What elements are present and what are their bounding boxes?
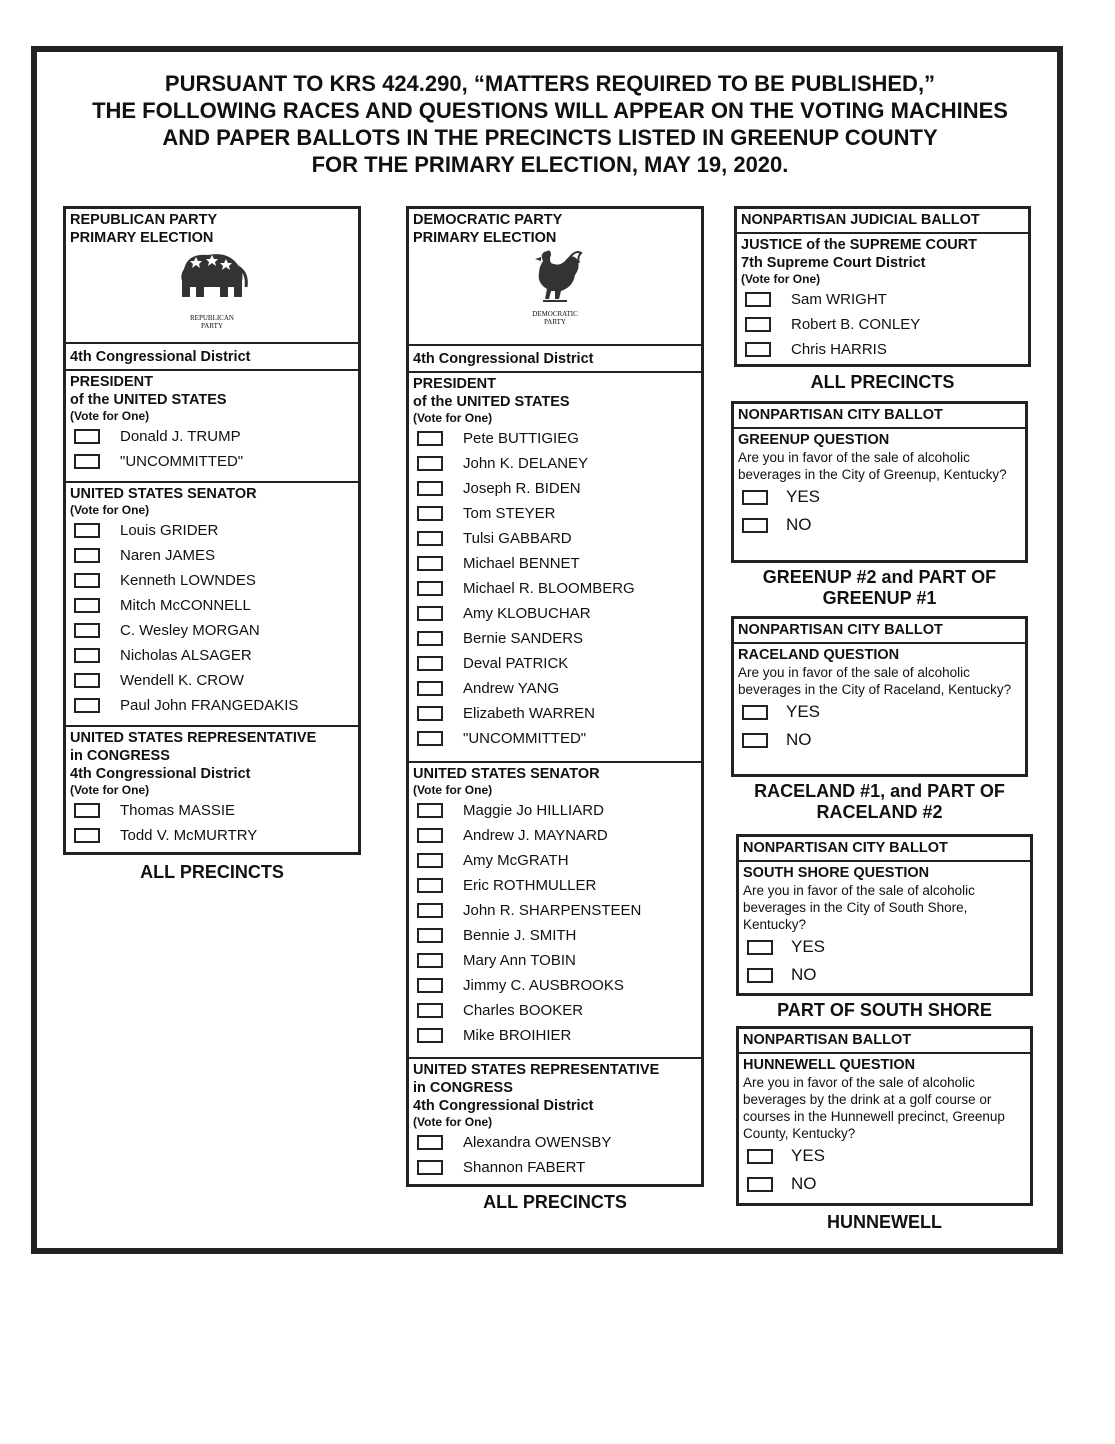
republican-ballot [63, 206, 361, 855]
race-title: PRESIDENT [70, 374, 153, 390]
yes-option[interactable] [743, 1142, 1026, 1170]
democratic-title: DEMOCRATIC PARTY [413, 212, 563, 228]
question-text: Are you in favor of the sale of alcoholic beverages by the drink at a golf course or courses in the Hunnewell precinct, Greenup County, Kentucky? [743, 1075, 1005, 1141]
democratic-president-race [409, 373, 701, 763]
hunnewell-footer: HUNNEWELL [827, 1212, 942, 1232]
candidate-list [70, 424, 354, 474]
no-label: NO [786, 730, 812, 749]
yes-label: YES [786, 487, 821, 506]
candidate-name: Amy KLOBUCHAR [463, 605, 591, 622]
candidate-option[interactable] [413, 998, 697, 1023]
candidate-name: Todd V. McMURTRY [120, 827, 258, 844]
candidate-checkbox[interactable] [417, 706, 443, 721]
candidate-option[interactable] [70, 618, 354, 643]
yes-option[interactable] [738, 698, 1021, 726]
candidate-name: Jimmy C. AUSBROOKS [463, 977, 624, 994]
candidate-checkbox[interactable] [417, 928, 443, 943]
candidate-name: Amy McGRATH [463, 852, 569, 869]
yes-checkbox[interactable] [742, 705, 768, 720]
candidate-checkbox[interactable] [417, 1003, 443, 1018]
candidate-name: Mitch McCONNELL [120, 597, 251, 614]
candidate-name: John K. DELANEY [463, 455, 589, 472]
candidate-option[interactable] [413, 601, 697, 626]
democratic-header [409, 209, 701, 346]
republican-title: REPUBLICAN PARTY [70, 212, 218, 228]
candidate-checkbox[interactable] [417, 631, 443, 646]
candidate-checkbox[interactable] [417, 481, 443, 496]
candidate-name: Thomas MASSIE [120, 802, 236, 819]
question-text: Are you in favor of the sale of alcoholic beverages in the City of Greenup, Kentucky? [738, 450, 1007, 482]
elephant-icon [172, 247, 252, 309]
candidate-name: C. Wesley MORGAN [120, 622, 260, 639]
republican-president-race [66, 371, 358, 483]
republican-footer: ALL PRECINCTS [140, 862, 284, 882]
candidate-name: Andrew YANG [463, 680, 560, 697]
candidate-name: Deval PATRICK [463, 655, 569, 672]
vote-instruction: (Vote for One) [413, 411, 493, 425]
candidate-option[interactable] [70, 798, 354, 823]
vote-instruction: (Vote for One) [70, 783, 150, 797]
hunnewell-title: NONPARTISAN BALLOT [739, 1029, 1030, 1054]
candidate-option[interactable] [70, 518, 354, 543]
yes-checkbox[interactable] [747, 1149, 773, 1164]
candidate-option[interactable] [741, 337, 1024, 362]
candidate-option[interactable] [413, 798, 697, 823]
judicial-ballot [734, 206, 1031, 367]
candidate-option[interactable] [70, 568, 354, 593]
candidate-list [413, 426, 697, 751]
candidate-name: Chris HARRIS [791, 341, 887, 358]
candidate-option[interactable] [413, 923, 697, 948]
footer-line-2: RACELAND #2 [816, 802, 943, 822]
republican-header [66, 209, 358, 344]
question-title: HUNNEWELL QUESTION [743, 1057, 916, 1073]
democratic-logo-caption-2: PARTY [544, 318, 566, 326]
no-checkbox[interactable] [742, 518, 768, 533]
race-subtitle: in CONGRESS [70, 748, 170, 764]
candidate-option[interactable] [70, 593, 354, 618]
yes-checkbox[interactable] [742, 490, 768, 505]
candidate-option[interactable] [413, 651, 697, 676]
candidate-checkbox[interactable] [417, 903, 443, 918]
greenup-ballot [731, 401, 1028, 563]
southshore-question-section [739, 862, 1030, 991]
candidate-name: John R. SHARPENSTEEN [463, 902, 642, 919]
no-checkbox[interactable] [747, 968, 773, 983]
republican-senator-race [66, 483, 358, 727]
vote-instruction: (Vote for One) [741, 272, 821, 286]
candidate-option[interactable] [413, 1023, 697, 1048]
candidate-checkbox[interactable] [417, 803, 443, 818]
yes-checkbox[interactable] [747, 940, 773, 955]
race-district: 4th Congressional District [70, 766, 251, 782]
candidate-option[interactable] [70, 449, 354, 474]
no-checkbox[interactable] [742, 733, 768, 748]
yes-option[interactable] [743, 933, 1026, 961]
candidate-option[interactable] [70, 643, 354, 668]
candidate-checkbox[interactable] [417, 731, 443, 746]
race-subtitle: 7th Supreme Court District [741, 255, 926, 271]
judicial-footer: ALL PRECINCTS [810, 372, 955, 392]
yes-label: YES [791, 1146, 826, 1165]
candidate-name: Donald J. TRUMP [120, 428, 241, 445]
candidate-checkbox[interactable] [745, 292, 771, 307]
footer-line-1: GREENUP #2 and PART OF [762, 567, 997, 587]
candidate-option[interactable] [413, 1130, 697, 1155]
candidate-name: Maggie Jo HILLIARD [463, 802, 604, 819]
header-line-3: AND PAPER BALLOTS IN THE PRECINCTS LISTED IN GREENUP COUNTY [162, 125, 938, 150]
candidate-list [413, 1130, 697, 1180]
republican-logo [70, 247, 354, 339]
candidate-checkbox[interactable] [417, 828, 443, 843]
candidate-checkbox[interactable] [417, 681, 443, 696]
candidate-checkbox[interactable] [417, 978, 443, 993]
candidate-name: Elizabeth WARREN [463, 705, 595, 722]
democratic-subtitle: PRIMARY ELECTION [413, 230, 557, 246]
race-title: UNITED STATES REPRESENTATIVE [413, 1062, 660, 1078]
candidate-option[interactable] [70, 424, 354, 449]
yes-label: YES [786, 702, 821, 721]
footer-line-1: RACELAND #1, and PART OF [754, 781, 1005, 801]
yes-label: YES [791, 937, 826, 956]
candidate-checkbox[interactable] [74, 573, 100, 588]
question-title: RACELAND QUESTION [738, 647, 900, 663]
candidate-name: Tom STEYER [463, 505, 556, 522]
candidate-checkbox[interactable] [417, 656, 443, 671]
candidate-option[interactable] [413, 848, 697, 873]
candidate-name: Michael R. BLOOMBERG [463, 580, 635, 597]
candidate-name: Shannon FABERT [463, 1159, 586, 1176]
candidate-option[interactable] [70, 693, 354, 718]
candidate-checkbox[interactable] [74, 454, 100, 469]
candidate-checkbox[interactable] [417, 1135, 443, 1150]
candidate-checkbox[interactable] [74, 828, 100, 843]
greenup-title: NONPARTISAN CITY BALLOT [734, 404, 1025, 429]
candidate-name: Joseph R. BIDEN [463, 480, 581, 497]
footer-line-2: GREENUP #1 [822, 588, 937, 608]
candidate-option[interactable] [70, 543, 354, 568]
candidate-option[interactable] [413, 576, 697, 601]
candidate-checkbox[interactable] [417, 953, 443, 968]
candidate-checkbox[interactable] [417, 531, 443, 546]
candidate-list [741, 287, 1024, 362]
vote-instruction: (Vote for One) [70, 409, 150, 423]
no-option[interactable] [738, 511, 1021, 539]
question-title: GREENUP QUESTION [738, 432, 890, 448]
candidate-option[interactable] [413, 726, 697, 751]
rooster-icon [525, 247, 585, 305]
notice-header [40, 70, 1060, 178]
republican-representative-race [66, 727, 358, 850]
question-text: Are you in favor of the sale of alcoholic beverages in the City of South Shore, Kentucky? [743, 883, 975, 932]
candidate-checkbox[interactable] [74, 548, 100, 563]
raceland-ballot [731, 616, 1028, 777]
vote-instruction: (Vote for One) [413, 783, 493, 797]
candidate-checkbox[interactable] [417, 1160, 443, 1175]
candidate-list [413, 798, 697, 1048]
candidate-option[interactable] [413, 823, 697, 848]
no-option[interactable] [743, 961, 1026, 989]
question-title: SOUTH SHORE QUESTION [743, 865, 930, 881]
democratic-ballot [406, 206, 704, 1187]
candidate-name: Bennie J. SMITH [463, 927, 577, 944]
candidate-name: Michael BENNET [463, 555, 580, 572]
greenup-question-section [734, 429, 1025, 541]
democratic-representative-race [409, 1059, 701, 1182]
raceland-title: NONPARTISAN CITY BALLOT [734, 619, 1025, 644]
candidate-option[interactable] [413, 701, 697, 726]
hunnewell-ballot [736, 1026, 1033, 1206]
candidate-name: Kenneth LOWNDES [120, 572, 256, 589]
race-subtitle: of the UNITED STATES [70, 392, 227, 408]
candidate-checkbox[interactable] [74, 648, 100, 663]
candidate-name: Eric ROTHMULLER [463, 877, 597, 894]
candidate-option[interactable] [413, 676, 697, 701]
southshore-ballot [736, 834, 1033, 996]
vote-instruction: (Vote for One) [70, 503, 150, 517]
header-line-4: FOR THE PRIMARY ELECTION, MAY 19, 2020. [311, 152, 789, 177]
republican-logo-caption-2: PARTY [201, 322, 223, 330]
candidate-checkbox[interactable] [417, 878, 443, 893]
candidate-checkbox[interactable] [417, 456, 443, 471]
candidate-checkbox[interactable] [74, 623, 100, 638]
republican-subtitle: PRIMARY ELECTION [70, 230, 214, 246]
greenup-footer [731, 567, 1028, 609]
race-title: UNITED STATES SENATOR [70, 486, 257, 502]
no-label: NO [786, 515, 812, 534]
candidate-option[interactable] [413, 626, 697, 651]
candidate-name: Bernie SANDERS [463, 630, 584, 647]
democratic-logo-caption: DEMOCRATIC [532, 310, 578, 318]
candidate-list [70, 518, 354, 718]
candidate-checkbox[interactable] [417, 853, 443, 868]
candidate-name: Nicholas ALSAGER [120, 647, 252, 664]
no-label: NO [791, 1174, 817, 1193]
race-subtitle: in CONGRESS [413, 1080, 513, 1096]
race-title: UNITED STATES SENATOR [413, 766, 600, 782]
candidate-option[interactable] [413, 426, 697, 451]
candidate-checkbox[interactable] [745, 317, 771, 332]
candidate-name: Robert B. CONLEY [791, 316, 921, 333]
no-option[interactable] [738, 726, 1021, 754]
candidate-option[interactable] [70, 668, 354, 693]
southshore-footer: PART OF SOUTH SHORE [777, 1000, 992, 1020]
candidate-checkbox[interactable] [417, 506, 443, 521]
candidate-checkbox[interactable] [74, 598, 100, 613]
candidate-option[interactable] [413, 1155, 697, 1180]
candidate-name: Alexandra OWENSBY [463, 1134, 612, 1151]
candidate-checkbox[interactable] [74, 673, 100, 688]
democratic-district: 4th Congressional District [409, 346, 701, 373]
race-title: JUSTICE of the SUPREME COURT [741, 237, 978, 253]
candidate-checkbox[interactable] [74, 523, 100, 538]
candidate-checkbox[interactable] [417, 581, 443, 596]
candidate-option[interactable] [413, 526, 697, 551]
candidate-name: Sam WRIGHT [791, 291, 887, 308]
candidate-name: Louis GRIDER [120, 522, 219, 539]
candidate-option[interactable] [413, 551, 697, 576]
candidate-name: "UNCOMMITTED" [120, 453, 244, 470]
raceland-question-section [734, 644, 1025, 756]
no-option[interactable] [743, 1170, 1026, 1198]
candidate-option[interactable] [413, 898, 697, 923]
candidate-checkbox[interactable] [74, 429, 100, 444]
candidate-name: Tulsi GABBARD [463, 530, 572, 547]
header-line-1: PURSUANT TO KRS 424.290, “MATTERS REQUIRED TO BE PUBLISHED,” [164, 71, 936, 96]
judicial-race [737, 234, 1028, 364]
candidate-option[interactable] [741, 287, 1024, 312]
candidate-name: Andrew J. MAYNARD [463, 827, 608, 844]
candidate-option[interactable] [70, 823, 354, 848]
candidate-checkbox[interactable] [417, 556, 443, 571]
candidate-option[interactable] [413, 476, 697, 501]
hunnewell-question-section [739, 1054, 1030, 1200]
candidate-option[interactable] [413, 501, 697, 526]
candidate-name: Naren JAMES [120, 547, 216, 564]
candidate-option[interactable] [413, 873, 697, 898]
candidate-name: Paul John FRANGEDAKIS [120, 697, 299, 714]
republican-logo-caption: REPUBLICAN [190, 314, 234, 322]
race-district: 4th Congressional District [413, 1098, 594, 1114]
race-title: UNITED STATES REPRESENTATIVE [70, 730, 317, 746]
candidate-option[interactable] [413, 973, 697, 998]
candidate-option[interactable] [413, 451, 697, 476]
candidate-list [70, 798, 354, 848]
candidate-name: Wendell K. CROW [120, 672, 244, 689]
republican-district: 4th Congressional District [66, 344, 358, 371]
no-label: NO [791, 965, 817, 984]
democratic-logo [413, 247, 697, 339]
yes-option[interactable] [738, 483, 1021, 511]
no-checkbox[interactable] [747, 1177, 773, 1192]
candidate-name: Pete BUTTIGIEG [463, 430, 579, 447]
candidate-name: Charles BOOKER [463, 1002, 584, 1019]
candidate-checkbox[interactable] [417, 606, 443, 621]
candidate-checkbox[interactable] [74, 698, 100, 713]
southshore-title: NONPARTISAN CITY BALLOT [739, 837, 1030, 862]
raceland-footer [731, 781, 1028, 823]
candidate-checkbox[interactable] [74, 803, 100, 818]
democratic-footer: ALL PRECINCTS [483, 1192, 627, 1212]
candidate-name: Mary Ann TOBIN [463, 952, 576, 969]
candidate-option[interactable] [741, 312, 1024, 337]
democratic-senator-race [409, 763, 701, 1059]
candidate-option[interactable] [413, 948, 697, 973]
race-subtitle: of the UNITED STATES [413, 394, 570, 410]
candidate-checkbox[interactable] [417, 431, 443, 446]
candidate-checkbox[interactable] [417, 1028, 443, 1043]
race-title: PRESIDENT [413, 376, 496, 392]
vote-instruction: (Vote for One) [413, 1115, 493, 1129]
candidate-name: Mike BROIHIER [463, 1027, 572, 1044]
question-text: Are you in favor of the sale of alcoholic beverages in the City of Raceland, Kentucky? [738, 665, 1012, 697]
candidate-checkbox[interactable] [745, 342, 771, 357]
candidate-name: "UNCOMMITTED" [463, 730, 587, 747]
judicial-title: NONPARTISAN JUDICIAL BALLOT [737, 209, 1028, 234]
header-line-2: THE FOLLOWING RACES AND QUESTIONS WILL APPEAR ON THE VOTING MACHINES [92, 98, 1008, 123]
